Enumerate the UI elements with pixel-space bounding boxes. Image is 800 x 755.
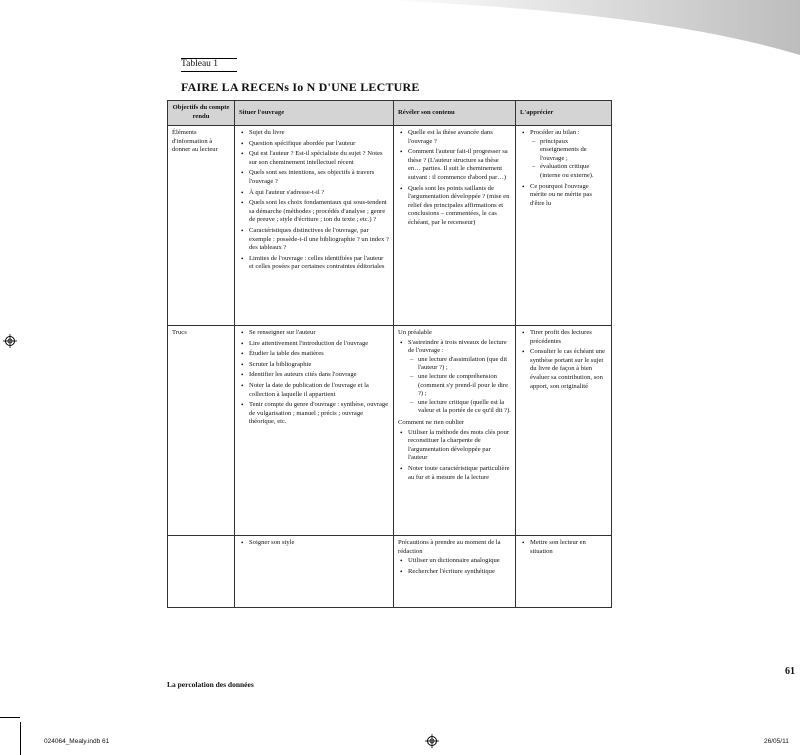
subheading-precautions: Précautions à prendre au moment de la rédaction — [398, 539, 501, 555]
sub-list-item: – une lecture d'assimilation (que dit l'auteur ?) ; — [418, 356, 511, 373]
header-situer: Situer l'ouvrage — [235, 101, 394, 126]
header-objectifs: Objectifs du compte rendu — [168, 101, 235, 126]
page-curl-decoration — [0, 0, 800, 60]
list-item: • Étudier la table des matières — [249, 350, 389, 359]
list-item: • Quels sont les points saillants de l'argumentation développée ? (mise en relief des principales affirmations et conclusions – commentées, le cas échéant, par le recenseur) — [408, 185, 511, 228]
row-label-empty — [168, 536, 235, 608]
list-item: • Tirer profit des lectures précédentes — [530, 329, 607, 346]
list-item: • Quelle est la thèse avancée dans l'ouvrage ? — [408, 129, 511, 146]
row-label-elements: Éléments d'information à donner au lecteur — [168, 126, 235, 326]
table-row-elements — [168, 126, 612, 326]
list-item: • Qui est l'auteur ? Est-il spécialiste du sujet ? Notes sur son cheminement intellectuel récent — [249, 150, 389, 167]
subheading-ne-rien-oublier: Comment ne rien oublier — [398, 418, 465, 426]
list-item: • Se renseigner sur l'auteur — [249, 329, 389, 338]
page-number: 61 — [785, 666, 795, 677]
header-reveler: Révéler son contenu — [394, 101, 516, 126]
list-item: • Soigner son style — [249, 539, 389, 548]
cell-situer-elements — [235, 126, 394, 326]
list-item: • Consulter le cas échéant une synthèse portant sur le sujet du livre de façon à bien évaluer sa contribution, son apport, son originalité — [530, 348, 607, 391]
list-item: • Identifier les auteurs cités dans l'ouvrage — [249, 371, 389, 380]
running-footer: La percolation des données — [167, 680, 254, 689]
cell-apprecier-trucs — [516, 326, 612, 536]
registration-mark-icon — [425, 734, 439, 748]
cell-apprecier-style — [516, 536, 612, 608]
list-item: • Lire attentivement l'introduction de l'ouvrage — [249, 340, 389, 349]
page-title: FAIRE LA RECENs Io N D'UNE LECTURE — [181, 80, 420, 94]
list-item: • Caractéristiques distinctives de l'ouvrage, par exemple : possède-t-il une bibliographie ? un index ? des tableaux ? — [249, 227, 389, 253]
list-item: • Quels sont ses intentions, ses objectifs à travers l'ouvrage ? — [249, 169, 389, 186]
list-item: • Mettre son lecteur en situation — [530, 539, 607, 556]
list-item: • Utiliser la méthode des mots clés pour reconstituer la charpente de l'argumentation développée par l'auteur — [408, 429, 511, 463]
tableau-underline — [181, 71, 237, 72]
cell-reveler-trucs — [394, 326, 516, 536]
list-item: • Quels sont les choix fondamentaux qui sous-tendent sa démarche (méthodes ; procédés d'analyse ; genre de preuve ; style d'écriture ; ton du texte ; etc.) ? — [249, 199, 389, 225]
crop-mark-vertical — [20, 722, 21, 755]
sub-list-item: – une lecture critique (quelle est la valeur et la portée de ce qu'il dit ?). — [418, 399, 511, 416]
list-item: • À qui l'auteur s'adresse-t-il ? — [249, 189, 389, 198]
header-apprecier: L'apprécier — [516, 101, 612, 126]
list-item: • Limites de l'ouvrage : celles identifiées par l'auteur et celles posées par certaines contraintes éditoriales — [249, 255, 389, 272]
list-item-text: S'astreindre à trois niveaux de lecture de l'ouvrage : — [408, 338, 507, 355]
list-item: • Rechercher l'écriture synthétique — [408, 568, 511, 577]
table-row-style — [168, 536, 612, 608]
sub-list-item: – une lecture de compréhension (comment s'y prend-il pour le dire ?) ; — [418, 373, 511, 399]
list-item: • Scruter la bibliographie — [249, 361, 389, 370]
cell-situer-trucs — [235, 326, 394, 536]
table-header-row — [168, 101, 612, 126]
table-row-trucs — [168, 326, 612, 536]
list-item: • Comment l'auteur fait-il progresser sa thèse ? (L'auteur structure sa thèse en… parties. Il suit le cheminement suivant : il commence d'abord par…) — [408, 148, 511, 182]
list-item: • Sujet du livre — [249, 129, 389, 138]
list-item-text: Procéder au bilan : — [530, 129, 580, 136]
review-table — [167, 100, 612, 608]
row-label-trucs: Trucs — [168, 326, 235, 536]
list-item: • Question spécifique abordée par l'auteur — [249, 140, 389, 149]
list-item: • Noter la date de publication de l'ouvrage et la collection à laquelle il appartient — [249, 382, 389, 399]
crop-mark-horizontal — [0, 717, 20, 718]
tableau-label: Tableau 1 — [181, 58, 237, 69]
sub-list-item: – évaluation critique (interne ou externe). — [540, 163, 607, 180]
sub-list-item: – principaux enseignements de l'ouvrage ; — [540, 138, 607, 164]
list-item — [408, 339, 511, 416]
print-slug-file: 024064_Mealy.indb 61 — [44, 738, 110, 745]
cell-reveler-style — [394, 536, 516, 608]
list-item: • Noter toute caractéristique particulière au fur et à mesure de la lecture — [408, 465, 511, 482]
list-item: • Tenir compte du genre d'ouvrage : synthèse, ouvrage de vulgarisation ; manuel ; précis ; ouvrage théorique, etc. — [249, 401, 389, 427]
list-item: • Utiliser un dictionnaire analogique — [408, 557, 511, 566]
cell-situer-style — [235, 536, 394, 608]
registration-mark-icon — [3, 334, 17, 348]
print-slug-date: 26/05/11 — [764, 738, 789, 745]
list-item: • Ce pourquoi l'ouvrage mérite ou ne mérite pas d'être lu — [530, 183, 607, 209]
list-item — [530, 129, 607, 181]
cell-reveler-elements — [394, 126, 516, 326]
cell-apprecier-elements — [516, 126, 612, 326]
subheading-prealable: Un préalable — [398, 329, 432, 336]
